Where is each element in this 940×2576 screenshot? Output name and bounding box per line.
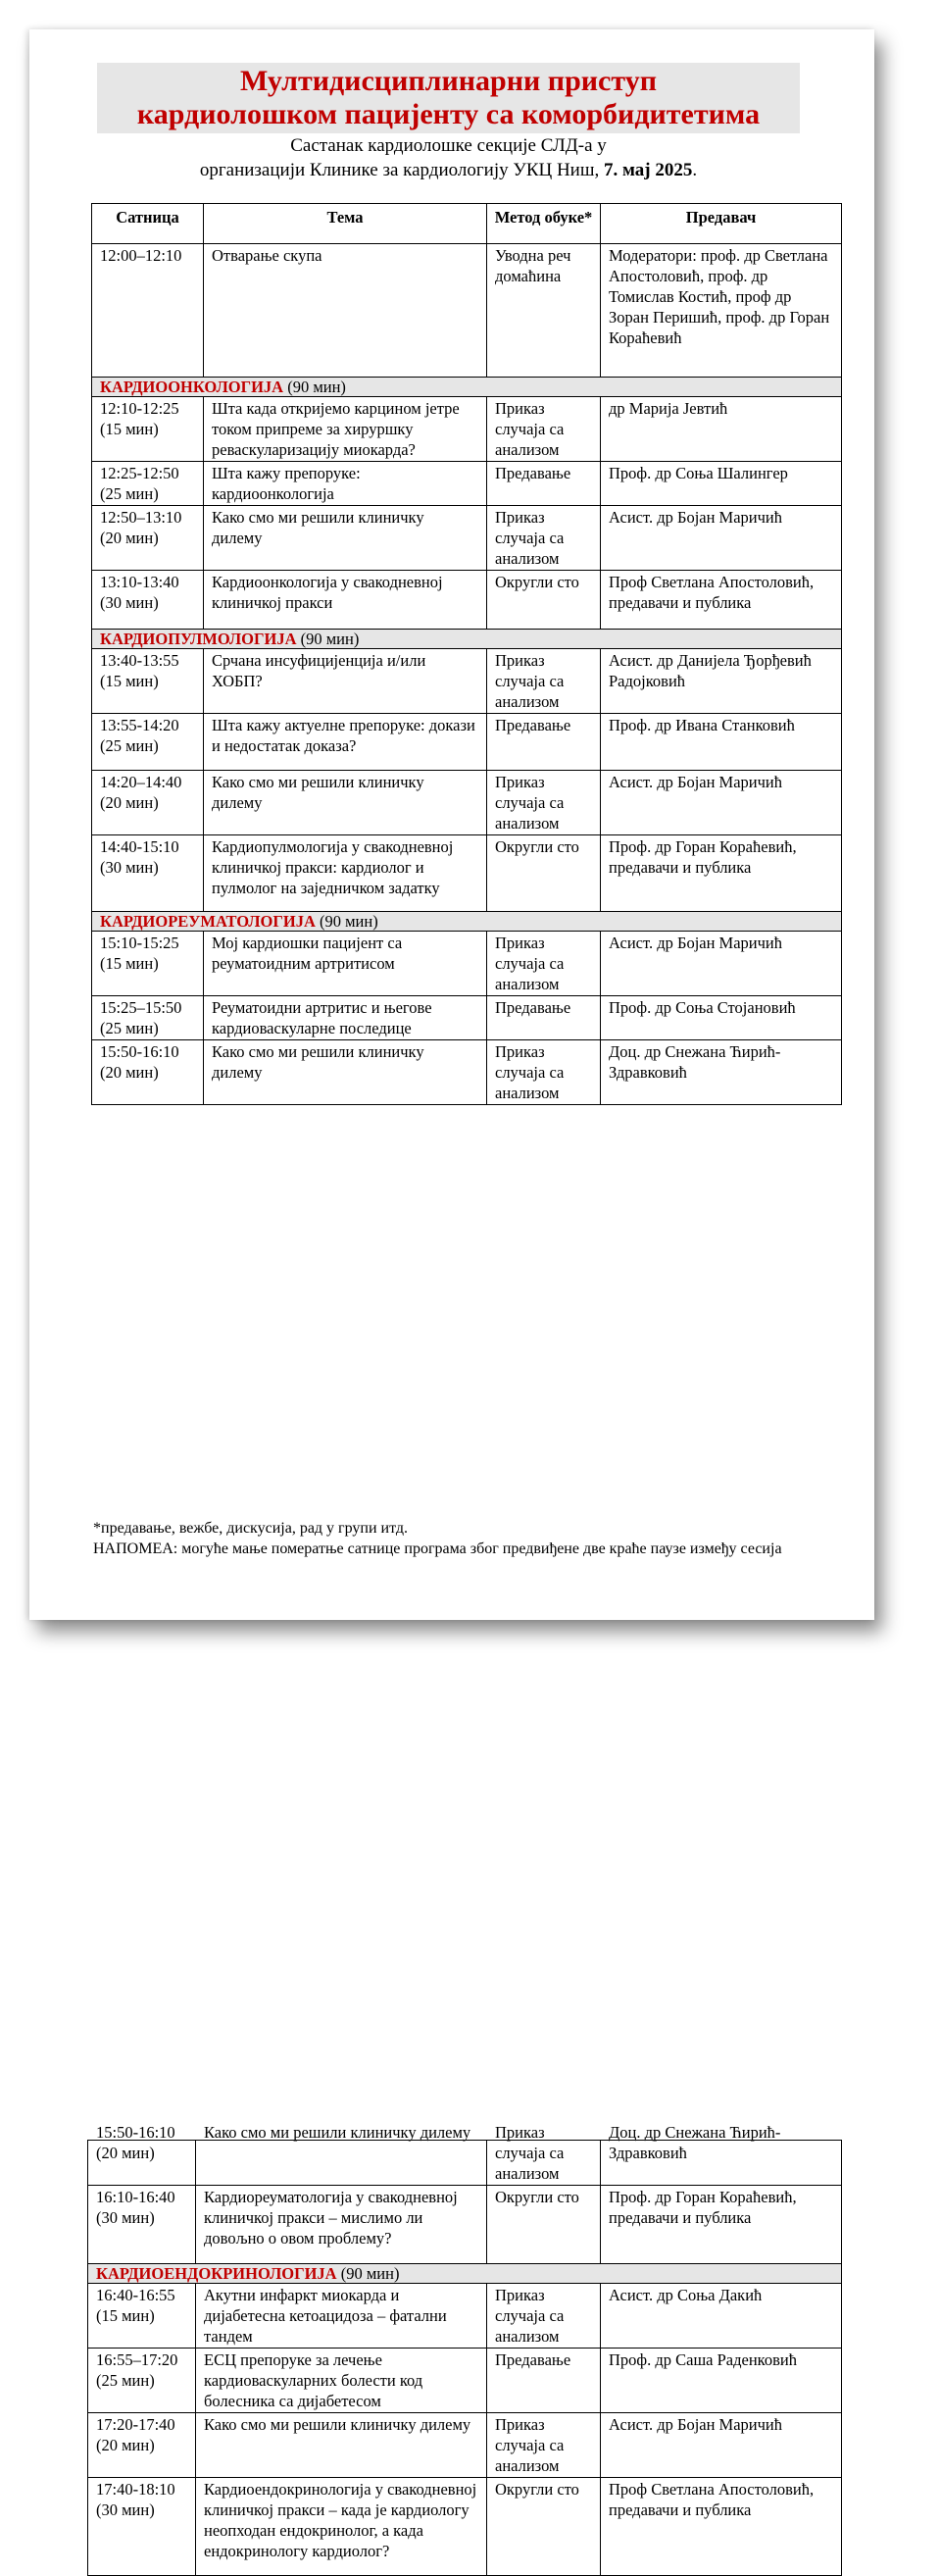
section-header xyxy=(88,2264,842,2284)
header-speaker: Предавач xyxy=(601,204,842,244)
cell-continuation: Доц. др Снежана Ћирић-Здравковић xyxy=(609,2123,781,2162)
topic-cell: Како смо ми решили клиничку дилему xyxy=(204,506,487,571)
topic-cell: Реуматоидни артритис и његове кардиоваскуларне последице xyxy=(204,996,487,1040)
topic-cell: Срчана инсуфицијенција и/или ХОБП? xyxy=(204,649,487,714)
time-cell: 17:40-18:10 (30 мин) xyxy=(88,2478,196,2576)
topic-cell: Шта кажу актуелне препоруке: докази и недостатак доказа? xyxy=(204,714,487,771)
method-cell: Приказ случаја са анализом xyxy=(487,397,601,462)
header-time: Сатница xyxy=(92,204,204,244)
method-cell: Уводна реч домаћина xyxy=(487,244,601,378)
method-cell: Округли сто xyxy=(487,2478,601,2576)
speaker-cell: Доц. др Снежана Ћирић-Здравковић xyxy=(601,1040,842,1105)
method-cell xyxy=(487,2123,601,2186)
table-part-1 xyxy=(0,0,940,1102)
topic-cell: Кардиоендокринологија у свакодневној клиничкој пракси – када је кардиологу неопходан ендокринолог, а када ендокринологу кардиолог? xyxy=(196,2478,487,2576)
table-row xyxy=(92,932,842,996)
time-cell xyxy=(88,2123,196,2186)
time-cell: 14:20–14:40 (20 мин) xyxy=(92,771,204,835)
time-cell: 16:55–17:20 (25 мин) xyxy=(88,2349,196,2413)
section-duration: (90 мин) xyxy=(340,2264,400,2283)
table-row xyxy=(88,2349,842,2413)
schedule-note: НАПОМЕА: могуће мање помератње сатнице програма због предвиђене две краће паузе између сесија xyxy=(93,1541,782,1557)
time-cell: 12:00–12:10 xyxy=(92,244,204,378)
table-row xyxy=(88,2141,842,2186)
header-method: Метод обуке* xyxy=(487,204,601,244)
topic-cell: Отварање скупа xyxy=(204,244,487,378)
table-row xyxy=(88,2413,842,2478)
topic-cell xyxy=(196,2123,487,2186)
method-cell: Приказ случаја са анализом xyxy=(487,2413,601,2478)
speaker-cell: Проф. др Горан Кораћевић, предавачи и публика xyxy=(601,2186,842,2264)
section-row xyxy=(92,378,842,397)
time-cell: 14:40-15:10 (30 мин) xyxy=(92,835,204,912)
method-cell: Предавање xyxy=(487,462,601,506)
section-name: КАРДИОПУЛМОЛОГИЈА xyxy=(100,630,297,648)
section-duration: (90 мин) xyxy=(300,630,360,648)
method-cell: Приказ случаја са анализом xyxy=(487,2284,601,2349)
date-suffix: . xyxy=(692,160,698,180)
section-duration: (90 мин) xyxy=(287,378,346,396)
section-name: КАРДИОЕНДОКРИНОЛОГИЈА xyxy=(96,2264,337,2283)
table-row xyxy=(92,571,842,630)
section-name: КАРДИООНКОЛОГИЈА xyxy=(100,378,284,396)
schedule-table-continued xyxy=(87,2123,842,2576)
method-footnote: *предавање, вежбе, дискусија, рад у групи итд. xyxy=(93,1520,409,1537)
table-row xyxy=(92,835,842,912)
method-cell: Приказ случаја са анализом xyxy=(487,506,601,571)
section-row xyxy=(92,630,842,649)
subtitle-organizer: организацији Клинике за кардиологију УКЦ Ниш, xyxy=(199,160,604,180)
section-duration: (90 мин) xyxy=(320,912,378,931)
time-cell: 13:55-14:20 (25 мин) xyxy=(92,714,204,771)
method-cell: Округли сто xyxy=(487,835,601,912)
topic-cell: Мој кардиошки пацијент са реуматоидним артритисом xyxy=(204,932,487,996)
cell-continuation: Како смо ми решили клиничку дилему xyxy=(204,2123,471,2142)
topic-cell: ЕСЦ препоруке за лечење кардиоваскуларних болести код болесника са дијабетесом xyxy=(196,2349,487,2413)
title-line-2: кардиолошком пацијенту са коморбидитетима xyxy=(136,98,761,130)
speaker-cell xyxy=(601,2123,842,2186)
time-cell: 12:10-12:25 (15 мин) xyxy=(92,397,204,462)
topic-cell: Акутни инфаркт миокарда и дијабетесна кетоацидоза – фатални тандем xyxy=(196,2284,487,2349)
time-cell: 15:10-15:25 (15 мин) xyxy=(92,932,204,996)
topic-cell: Како смо ми решили клиничку дилему xyxy=(204,1040,487,1105)
speaker-cell: Модератори: проф. др Светлана Апостоловић, проф. др Томислав Костић, проф др Зоран Перишић, проф. др Горан Кораћевић xyxy=(601,244,842,378)
cell-continuation: 15:50-16:10 (20 мин) xyxy=(96,2123,175,2162)
method-cell: Предавање xyxy=(487,2349,601,2413)
section-header xyxy=(92,630,842,649)
time-cell: 17:20-17:40 (20 мин) xyxy=(88,2413,196,2478)
speaker-cell: Проф Светлана Апостоловић, предавачи и публика xyxy=(601,571,842,630)
speaker-cell: Проф Светлана Апостоловић, предавачи и публика xyxy=(601,2478,842,2576)
method-cell: Приказ случаја са анализом xyxy=(487,771,601,835)
topic-cell: Шта кажу препоруке: кардиоонкологија xyxy=(204,462,487,506)
speaker-cell: др Марија Јевтић xyxy=(601,397,842,462)
section-header xyxy=(92,378,842,397)
event-date: 7. мај 2025 xyxy=(603,160,693,180)
method-cell: Округли сто xyxy=(487,571,601,630)
table-part-2 xyxy=(0,1069,940,2560)
table-row xyxy=(92,771,842,835)
table-header-row xyxy=(92,204,842,244)
table-row xyxy=(88,2478,842,2576)
time-cell: 15:25–15:50 (25 мин) xyxy=(92,996,204,1040)
method-cell: Округли сто xyxy=(487,2186,601,2264)
method-cell: Предавање xyxy=(487,996,601,1040)
table-row xyxy=(92,996,842,1040)
topic-cell: Како смо ми решили клиничку дилему xyxy=(204,771,487,835)
method-cell: Предавање xyxy=(487,714,601,771)
time-cell: 13:10-13:40 (30 мин) xyxy=(92,571,204,630)
speaker-cell: Асист. др Бојан Маричић xyxy=(601,932,842,996)
section-row xyxy=(92,912,842,932)
table-row xyxy=(92,397,842,462)
time-cell: 16:10-16:40 (30 мин) xyxy=(88,2186,196,2264)
time-cell: 12:25-12:50 (25 мин) xyxy=(92,462,204,506)
time-cell: 15:50-16:10 (20 мин) xyxy=(92,1040,204,1105)
method-cell: Приказ случаја са анализом xyxy=(487,649,601,714)
speaker-cell: Асист. др Бојан Маричић xyxy=(601,2413,842,2478)
section-header xyxy=(92,912,842,932)
speaker-cell: Асист. др Бојан Маричић xyxy=(601,771,842,835)
method-cell: Приказ случаја са анализом xyxy=(487,932,601,996)
topic-cell: Кардиоонкологија у свакодневној клиничкој пракси xyxy=(204,571,487,630)
method-cell: Приказ случаја са анализом xyxy=(487,1040,601,1105)
header-topic: Тема xyxy=(204,204,487,244)
speaker-cell: Проф. др Соња Шалингер xyxy=(601,462,842,506)
footnotes xyxy=(93,1518,818,1559)
table-row xyxy=(92,714,842,771)
table-row xyxy=(88,2186,842,2264)
cell-continuation: Приказ случаја са анализом xyxy=(495,2123,565,2183)
table-row xyxy=(88,2284,842,2349)
table-row xyxy=(92,506,842,571)
section-name: КАРДИОРЕУМАТОЛОГИЈА xyxy=(100,912,316,931)
speaker-cell: Проф. др Соња Стојановић xyxy=(601,996,842,1040)
time-cell: 13:40-13:55 (15 мин) xyxy=(92,649,204,714)
section-row xyxy=(88,2264,842,2284)
topic-cell: Кардиореуматологија у свакодневној клиничкој пракси – мислимо ли довољно о овом проблему? xyxy=(196,2186,487,2264)
topic-cell: Како смо ми решили клиничку дилему xyxy=(196,2413,487,2478)
schedule-table xyxy=(91,203,842,1105)
time-cell: 16:40-16:55 (15 мин) xyxy=(88,2284,196,2349)
table-row xyxy=(92,462,842,506)
speaker-cell: Проф. др Саша Раденковић xyxy=(601,2349,842,2413)
speaker-cell: Асист. др Данијела Ђорђевић Радојковић xyxy=(601,649,842,714)
table-row xyxy=(92,649,842,714)
speaker-cell: Асист. др Соња Дакић xyxy=(601,2284,842,2349)
speaker-cell: Асист. др Бојан Маричић xyxy=(601,506,842,571)
table-row xyxy=(92,244,842,378)
title-line-1: Мултидисциплинарни приступ xyxy=(239,65,657,97)
speaker-cell: Проф. др Ивана Станковић xyxy=(601,714,842,771)
time-cell: 12:50–13:10 (20 мин) xyxy=(92,506,204,571)
subtitle-line-1: Састанак кардиолошке секције СЛД-а у xyxy=(290,135,607,156)
speaker-cell: Проф. др Горан Кораћевић, предавачи и публика xyxy=(601,835,842,912)
topic-cell: Шта када откријемо карцином јетре током припреме за хируршку реваскуларизацију миокарда? xyxy=(204,397,487,462)
topic-cell: Кардиопулмологија у свакодневној клиничкој пракси: кардиолог и пулмолог на заједничком задатку xyxy=(204,835,487,912)
